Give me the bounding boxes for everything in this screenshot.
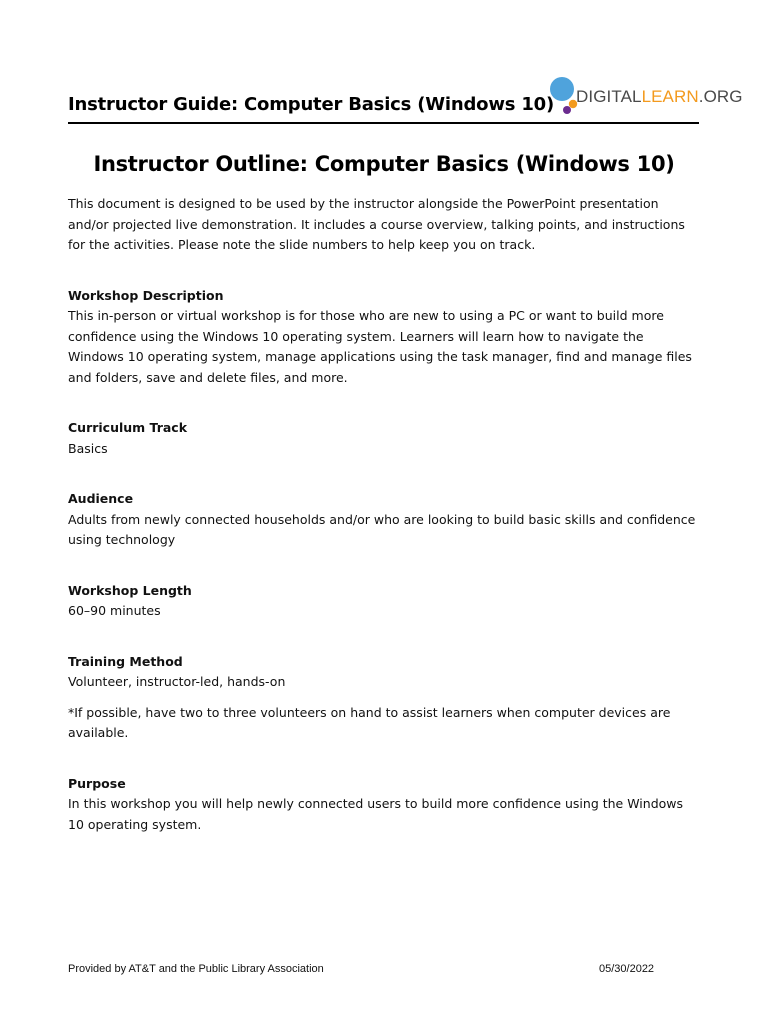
workshop-description-body: This in-person or virtual workshop is for those who are new to using a PC or want to build more confidence using the Windows 10 operating system. Learners will learn how to navigate the Windows 10 operating system, manage applications using the task manager, find and manage files and folders, save and delete files, and more.: [68, 308, 692, 385]
header-title: Instructor Guide: Computer Basics (Windows 10): [68, 94, 555, 115]
document-title: Instructor Outline: Computer Basics (Windows 10): [93, 152, 675, 176]
intro-paragraph: This document is designed to be used by the instructor alongside the PowerPoint presentation and/or projected live demonstration. It includes a course overview, talking points, and instructions for the activities. Please note the slide numbers to help keep you on track.: [68, 196, 685, 252]
workshop-description-heading: Workshop Description: [68, 287, 224, 303]
audience-heading: Audience: [68, 491, 134, 506]
digitallearn-logo[interactable]: [548, 74, 743, 118]
training-method-body: Volunteer, instructor-led, hands-on: [68, 674, 286, 689]
training-method-heading: Training Method: [68, 653, 183, 669]
logo-wordmark: DIGITALLEARN.ORG: [576, 87, 743, 106]
footer-date: 05/30/2022: [599, 963, 655, 975]
audience-body: Adults from newly connected households and/or who are looking to build basic skills and confidence using technology: [68, 511, 696, 547]
logo-mark-icon: [548, 74, 578, 118]
header-divider: [68, 122, 699, 124]
footer-provided-by: Provided by AT&T and the Public Library Association: [68, 963, 324, 975]
curriculum-track-body: Basics: [68, 440, 108, 456]
curriculum-track-heading: Curriculum Track: [68, 420, 188, 435]
workshop-length-heading: Workshop Length: [68, 582, 192, 598]
purpose-heading: Purpose: [68, 775, 126, 791]
purpose-body: In this workshop you will help newly connected users to build more confidence using the Windows 10 operating system.: [68, 796, 684, 832]
training-method-note: *If possible, have two to three volunteers on hand to assist learners when computer devices are available.: [68, 704, 671, 740]
document-body: [68, 194, 698, 865]
workshop-length-body: 60–90 minutes: [68, 603, 161, 618]
